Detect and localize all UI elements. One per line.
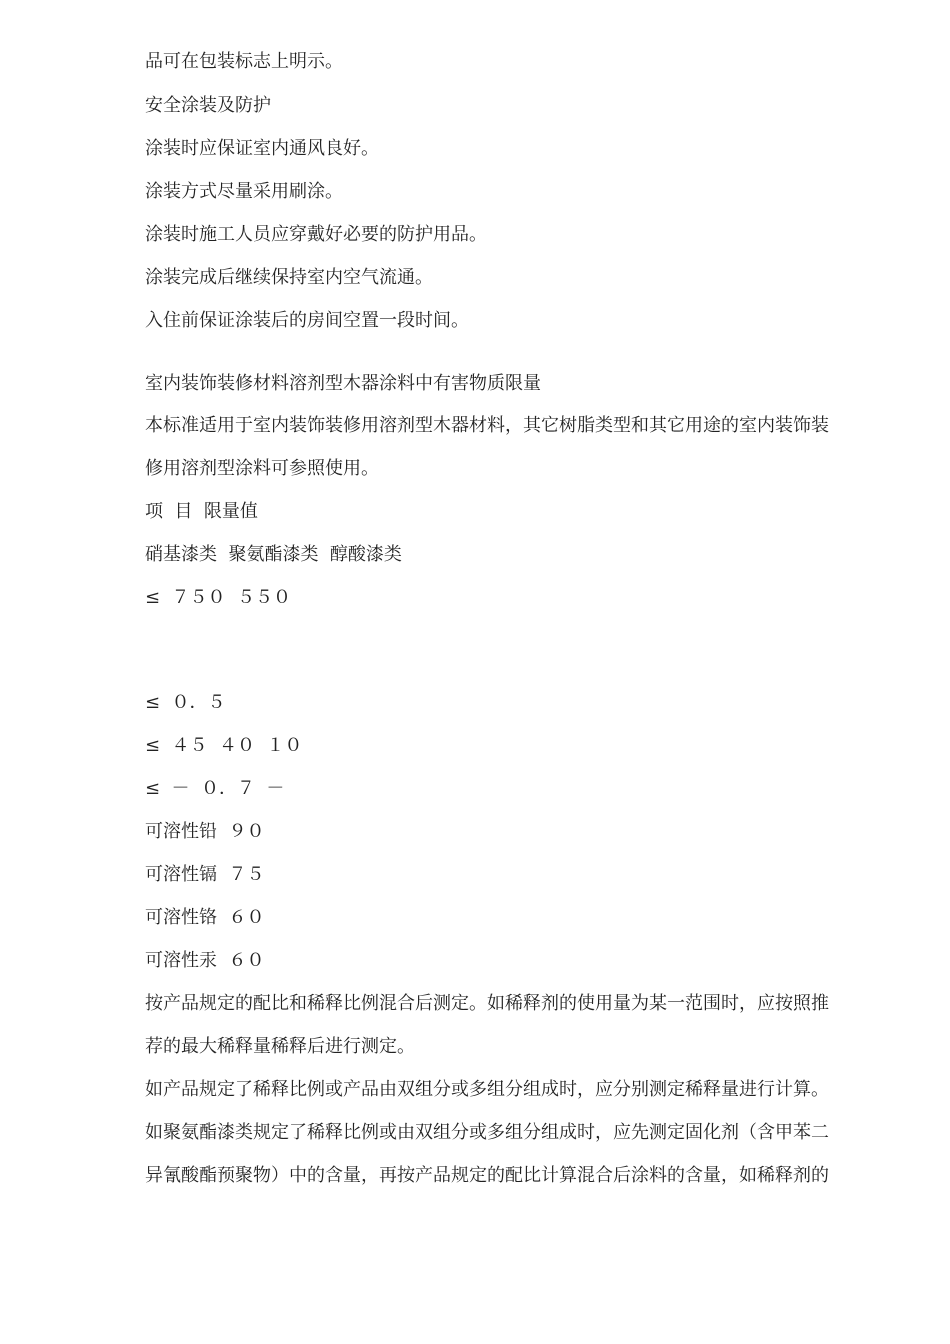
text-line: 涂装时施工人员应穿戴好必要的防护用品。 <box>145 224 487 245</box>
text-line: 涂装时应保证室内通风良好。 <box>145 138 379 159</box>
text-line: 本标准适用于室内装饰装修用溶剂型木器材料，其它树脂类型和其它用途的室内装饰装 <box>145 415 829 436</box>
table-value-line: 可溶性铬 ６０ <box>145 907 265 928</box>
table-header-line: 硝基漆类 聚氨酯漆类 醇酸漆类 <box>145 544 402 565</box>
text-line: 修用溶剂型涂料可参照使用。 <box>145 458 379 479</box>
table-header-line: 项 目 限量值 <box>145 501 258 522</box>
text-line: 如聚氨酯漆类规定了稀释比例或由双组分或多组分组成时，应先测定固化剂（含甲苯二 <box>145 1122 829 1143</box>
table-value-line: 可溶性汞 ６０ <box>145 950 265 971</box>
table-value-line: ≤ ０．５ <box>145 692 226 713</box>
text-line: 按产品规定的配比和稀释比例混合后测定。如稀释剂的使用量为某一范围时，应按照推 <box>145 993 829 1014</box>
text-line: 异氰酸酯预聚物）中的含量，再按产品规定的配比计算混合后涂料的含量，如稀释剂的 <box>145 1165 829 1186</box>
section-heading: 室内装饰装修材料溶剂型木器涂料中有害物质限量 <box>145 373 541 394</box>
text-line: 荐的最大稀释量稀释后进行测定。 <box>145 1036 415 1057</box>
table-value-line: 可溶性铅 ９０ <box>145 821 265 842</box>
section-heading: 安全涂装及防护 <box>145 95 271 116</box>
text-line: 涂装方式尽量采用刷涂。 <box>145 181 343 202</box>
text-line: 入住前保证涂装后的房间空置一段时间。 <box>145 310 469 331</box>
table-value-line: ≤ － ０．７ － <box>145 778 285 799</box>
table-value-line: ≤ ７５０ ５５０ <box>145 587 291 608</box>
table-value-line: ≤ ４５ ４０ １０ <box>145 735 303 756</box>
text-line: 如产品规定了稀释比例或产品由双组分或多组分组成时，应分别测定稀释量进行计算。 <box>145 1079 829 1100</box>
table-value-line: 可溶性镉 ７５ <box>145 864 265 885</box>
text-line: 涂装完成后继续保持室内空气流通。 <box>145 267 433 288</box>
text-line: 品可在包装标志上明示。 <box>145 51 343 72</box>
